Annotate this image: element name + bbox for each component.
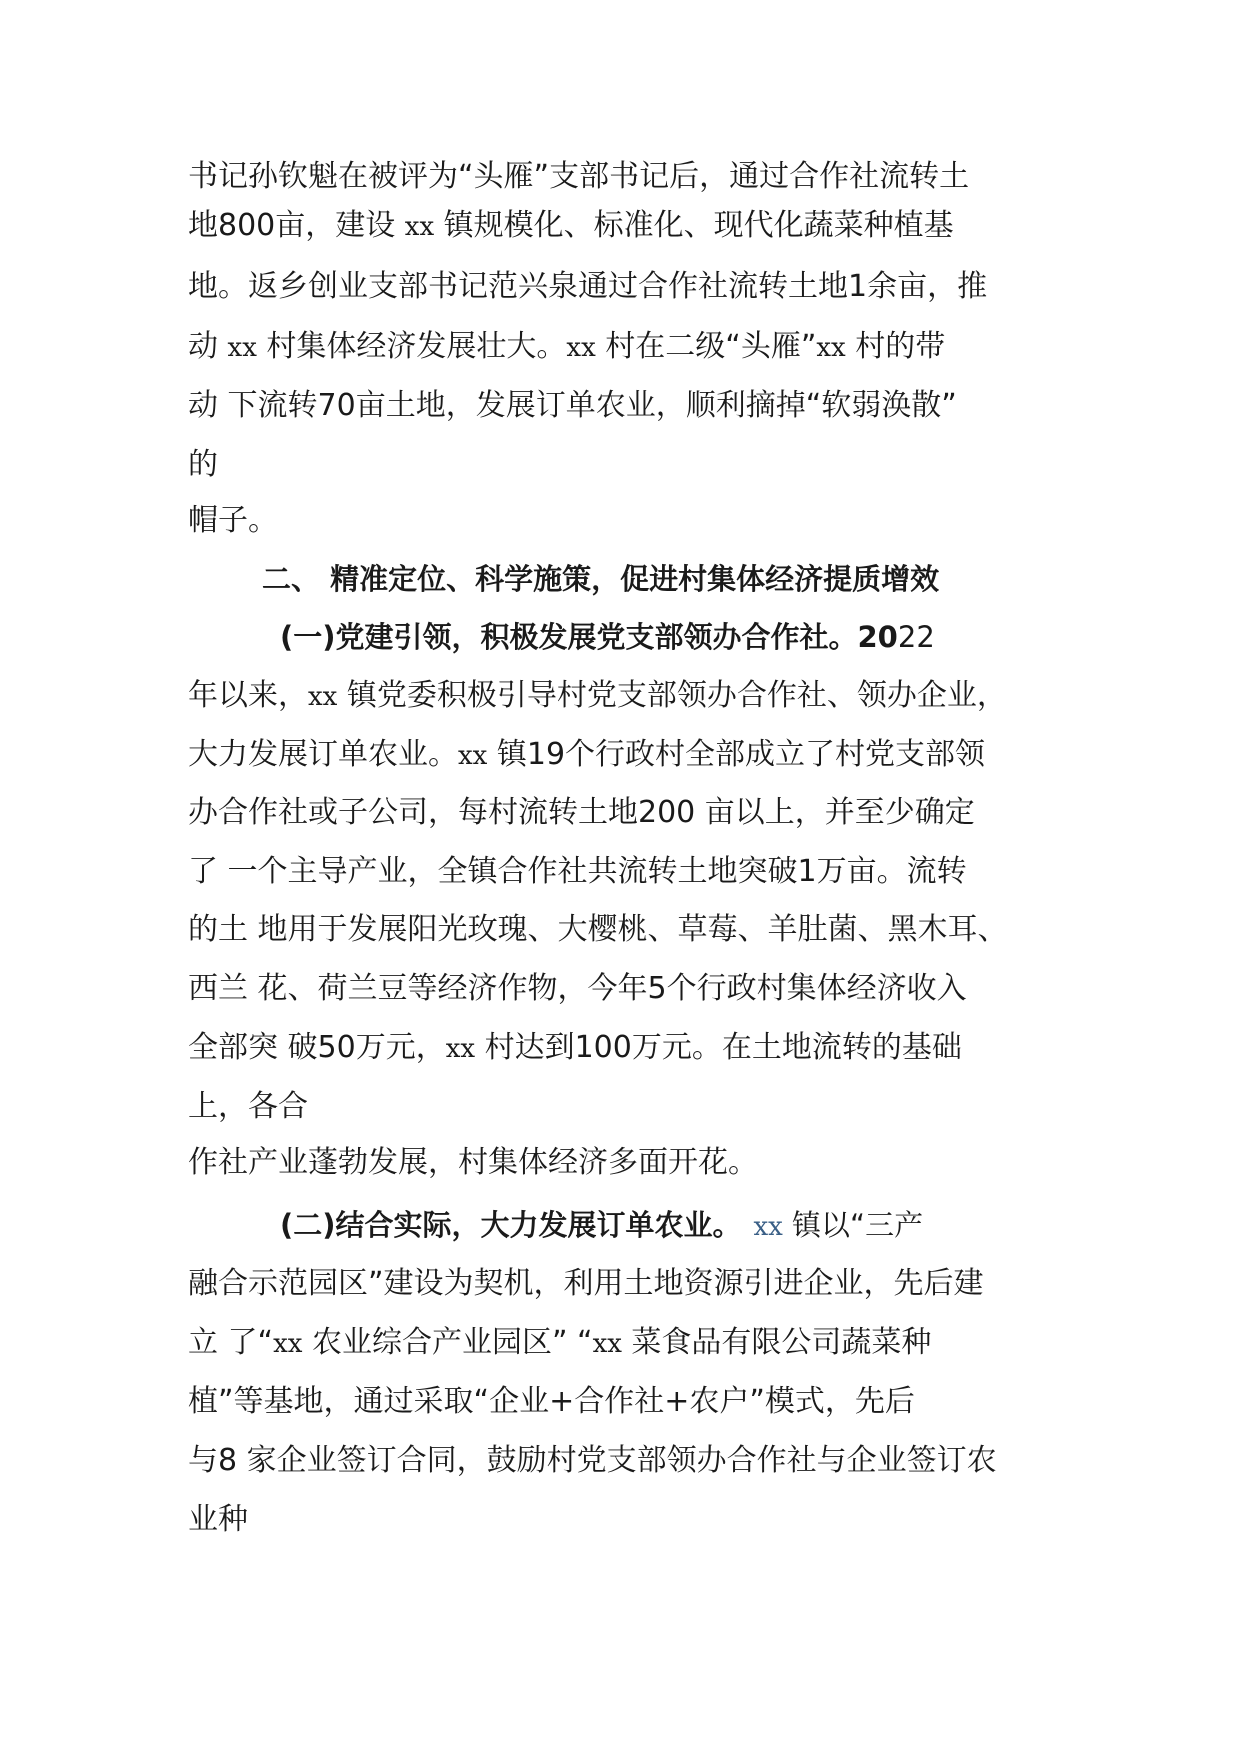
placeholder-text: xx [566, 333, 596, 363]
paragraph-line [188, 327, 945, 368]
paragraph-line [188, 501, 278, 541]
placeholder-text: xx [445, 1034, 476, 1064]
placeholder-text: xx [273, 1329, 303, 1359]
text: 融合示范园区”建设为契机，利用土地资源引进企业，先后建 [188, 1266, 984, 1301]
text: 动 [188, 329, 228, 364]
text: 村达到100万元。在土地流转的基础 [475, 1030, 962, 1065]
section-heading [262, 559, 939, 599]
paragraph-line [188, 1382, 915, 1422]
paragraph-line [188, 1323, 931, 1364]
text: 了 一个主导产业，全镇合作社共流转土地突破1万亩。流转 [188, 854, 967, 889]
text: 的 [188, 447, 218, 482]
placeholder-text: xx [753, 1212, 783, 1242]
placeholder-text: xx [227, 333, 257, 363]
paragraph-line [188, 1500, 248, 1540]
paragraph-line [188, 445, 218, 485]
paragraph-line [188, 910, 1008, 950]
subsection-title-line [280, 1205, 923, 1247]
paragraph-line [188, 735, 985, 776]
paragraph-line [188, 1087, 308, 1127]
subsection-title-line [280, 617, 935, 657]
paragraph-line [188, 1264, 984, 1304]
placeholder-text: xx [592, 1329, 622, 1359]
text: 上，各合 [188, 1089, 308, 1124]
placeholder-text: xx [458, 741, 488, 771]
paragraph-line [188, 1028, 962, 1069]
paragraph-line [188, 206, 954, 247]
text: 镇党委积极引导村党支部领办合作社、领办企业， [337, 678, 1007, 713]
subsection-title: (二)结合实际，大力发展订单农业。 [280, 1208, 742, 1242]
text: 镇以“三产 [782, 1208, 924, 1242]
paragraph-line [188, 1143, 758, 1183]
text: 地800亩，建设 [188, 208, 405, 243]
text: 业种 [188, 1502, 248, 1537]
text: 镇规模化、标准化、现代化蔬菜种植基 [434, 208, 954, 243]
text: 的土 地用于发展阳光玫瑰、大樱桃、草莓、羊肚菌、黑木耳、 [188, 912, 1008, 947]
text: 与8 家企业签订合同，鼓励村党支部领办合作社与企业签订农 [188, 1443, 997, 1478]
text: 动 下流转70亩土地，发展订单农业，顺利摘掉“软弱涣散” [188, 388, 957, 423]
text: 书记孙钦魁在被评为“头雁”支部书记后，通过合作社流转土 [188, 159, 970, 194]
paragraph-line [188, 969, 967, 1009]
paragraph-line [188, 267, 987, 307]
paragraph-line [188, 1441, 997, 1481]
paragraph-line [188, 676, 1007, 717]
text: 全部突 破50万元， [188, 1030, 446, 1065]
text: 大力发展订单农业。 [188, 737, 458, 772]
heading-text: 二、 精准定位、科学施策，促进村集体经济提质增效 [262, 562, 940, 596]
paragraph-line [188, 157, 969, 197]
subsection-title: (一)党建引领，积极发展党支部领办合作社。20 [280, 620, 898, 654]
text: 年以来， [188, 678, 308, 713]
text: 作社产业蓬勃发展，村集体经济多面开花。 [188, 1145, 758, 1180]
text: 立 了“ [188, 1325, 274, 1360]
paragraph-line [188, 386, 957, 426]
text: 西兰 花、荷兰豆等经济作物，今年5个行政村集体经济收入 [188, 971, 967, 1006]
paragraph-line [188, 852, 967, 892]
text: 农业综合产业园区” “ [302, 1325, 593, 1360]
text: 镇19个行政村全部成立了村党支部领 [487, 737, 986, 772]
text: 菜食品有限公司蔬菜种 [621, 1325, 932, 1360]
text: 办合作社或子公司，每村流转土地200 亩以上，并至少确定 [188, 795, 975, 830]
placeholder-text: xx [404, 212, 435, 242]
placeholder-text: xx [308, 682, 338, 712]
text: 帽子。 [188, 503, 278, 538]
text: 地。返乡创业支部书记范兴泉通过合作社流转土地1余亩，推 [188, 269, 988, 304]
paragraph-line [188, 793, 975, 833]
text: 村的带 [845, 329, 946, 364]
text: 村在二级“头雁” [595, 329, 817, 364]
text: 植”等基地，通过采取“企业+合作社+农户”模式，先后 [188, 1384, 915, 1419]
text: 村集体经济发展壮大。 [256, 329, 567, 364]
text: 22 [897, 620, 935, 654]
placeholder-text: xx [816, 333, 846, 363]
